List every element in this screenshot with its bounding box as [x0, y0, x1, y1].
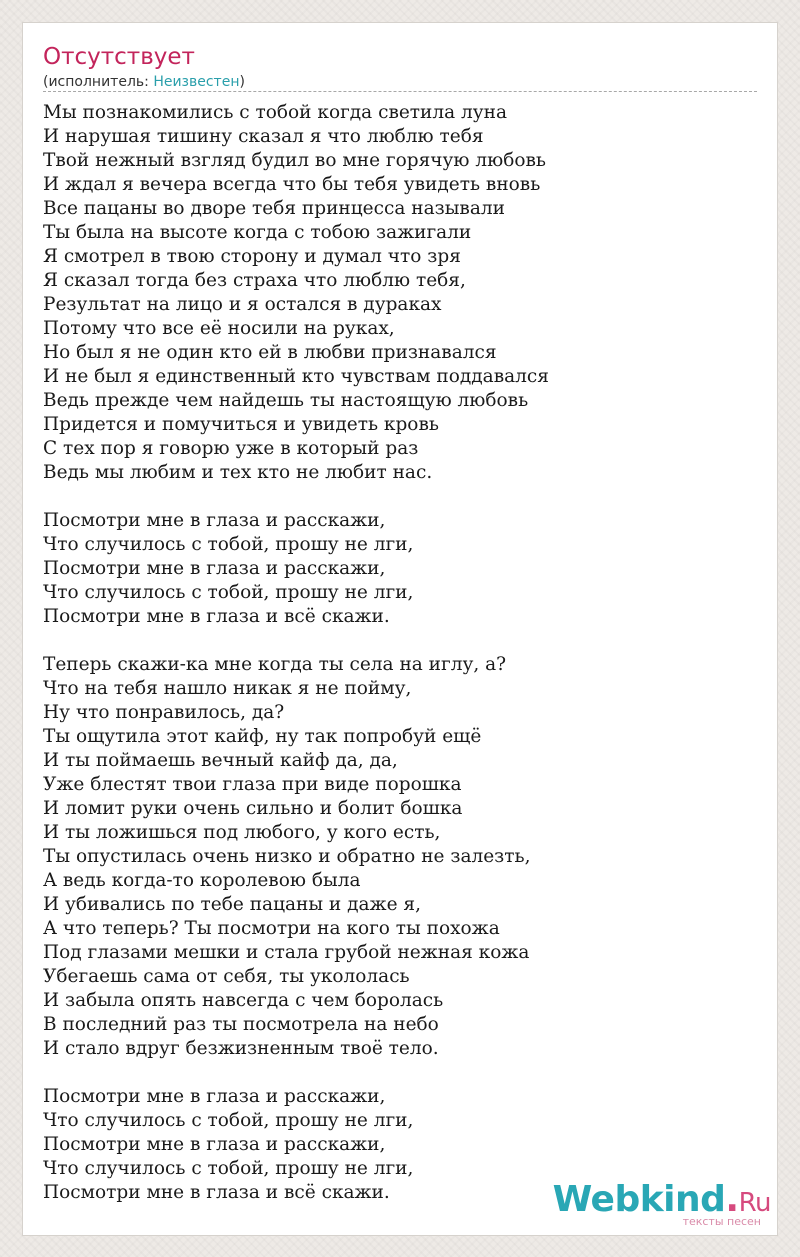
lyric-line: И стало вдруг безжизненным твоё тело. — [43, 1038, 439, 1059]
lyric-line: Ты опустилась очень низко и обратно не залезть, — [43, 846, 531, 867]
lyric-line: Посмотри мне в глаза и расскажи, — [43, 1086, 386, 1107]
lyric-line: Ну что понравилось, да? — [43, 702, 285, 723]
lyric-line: Посмотри мне в глаза и всё скажи. — [43, 1182, 390, 1203]
lyric-line: В последний раз ты посмотрела на небо — [43, 1014, 439, 1035]
lyric-line: Все пацаны во дворе тебя принцесса называли — [43, 198, 505, 219]
lyric-line: И забыла опять навсегда с чем боролась — [43, 990, 444, 1011]
lyric-line: Потому что все её носили на руках, — [43, 318, 395, 339]
lyric-line: Посмотри мне в глаза и расскажи, — [43, 510, 386, 531]
lyric-line: И ты поймаешь вечный кайф да, да, — [43, 750, 398, 771]
lyric-line: Что случилось с тобой, прошу не лги, — [43, 1158, 414, 1179]
lyric-line: И не был я единственный кто чувствам поддавался — [43, 366, 549, 387]
logo-tagline: тексты песен — [682, 1215, 761, 1228]
logo-dot: . — [725, 1179, 739, 1220]
lyrics-stanza — [43, 509, 767, 629]
lyric-line: Что на тебя нашло никак я не пойму, — [43, 678, 412, 699]
song-title: Отсутствует — [43, 44, 195, 70]
lyric-line: Я сказал тогда без страха что люблю тебя, — [43, 270, 466, 291]
lyric-line: И ждал я вечера всегда что бы тебя увидеть вновь — [43, 174, 541, 195]
lyric-line: Ведь мы любим и тех кто не любит нас. — [43, 462, 433, 483]
lyric-line: Уже блестят твои глаза при виде порошка — [43, 774, 462, 795]
lyric-line: Посмотри мне в глаза и расскажи, — [43, 558, 386, 579]
lyric-line: А что теперь? Ты посмотри на кого ты похожа — [43, 918, 500, 939]
lyrics-stanza — [43, 101, 767, 485]
lyric-line: И ты ложишься под любого, у кого есть, — [43, 822, 441, 843]
lyric-line: Придется и помучиться и увидеть кровь — [43, 414, 439, 435]
lyric-line: А ведь когда-то королевою была — [43, 870, 361, 891]
lyric-line: Что случилось с тобой, прошу не лги, — [43, 534, 414, 555]
lyric-line: Твой нежный взгляд будил во мне горячую любовь — [43, 150, 546, 171]
lyric-line: Ты ощутила этот кайф, ну так попробуй ещё — [43, 726, 482, 747]
lyric-line: Посмотри мне в глаза и расскажи, — [43, 1134, 386, 1155]
lyric-line: Но был я не один кто ей в любви признавался — [43, 342, 497, 363]
lyric-line: Теперь скажи-ка мне когда ты села на иглу, а? — [43, 654, 507, 675]
lyric-line: Убегаешь сама от себя, ты укололась — [43, 966, 410, 987]
artist-suffix: ) — [239, 74, 245, 90]
logo-tld: Ru — [738, 1188, 771, 1218]
lyric-line: Результат на лицо и я остался в дураках — [43, 294, 442, 315]
lyric-line: Что случилось с тобой, прошу не лги, — [43, 582, 414, 603]
lyrics-stanza — [43, 653, 767, 1061]
lyric-line: Под глазами мешки и стала грубой нежная кожа — [43, 942, 530, 963]
lyric-line: Ты была на высоте когда с тобою зажигали — [43, 222, 472, 243]
artist-link[interactable]: Неизвестен — [153, 74, 240, 90]
lyrics-card — [22, 22, 778, 1236]
title-divider — [43, 91, 757, 92]
logo-main-text: Webkind — [552, 1179, 726, 1220]
lyric-line: И нарушая тишину сказал я что люблю тебя — [43, 126, 484, 147]
artist-line — [43, 73, 245, 91]
lyric-line: Я смотрел в твою сторону и думал что зря — [43, 246, 461, 267]
lyric-line: Посмотри мне в глаза и всё скажи. — [43, 606, 390, 627]
lyric-line: И убивались по тебе пацаны и даже я, — [43, 894, 421, 915]
lyrics-body — [43, 101, 767, 1229]
lyric-line: С тех пор я говорю уже в который раз — [43, 438, 419, 459]
lyric-line: И ломит руки очень сильно и болит бошка — [43, 798, 463, 819]
site-logo[interactable] — [552, 1179, 771, 1231]
lyric-line: Что случилось с тобой, прошу не лги, — [43, 1110, 414, 1131]
lyric-line: Мы познакомились с тобой когда светила луна — [43, 102, 508, 123]
artist-prefix: (исполнитель: — [43, 74, 154, 90]
lyric-line: Ведь прежде чем найдешь ты настоящую любовь — [43, 390, 529, 411]
